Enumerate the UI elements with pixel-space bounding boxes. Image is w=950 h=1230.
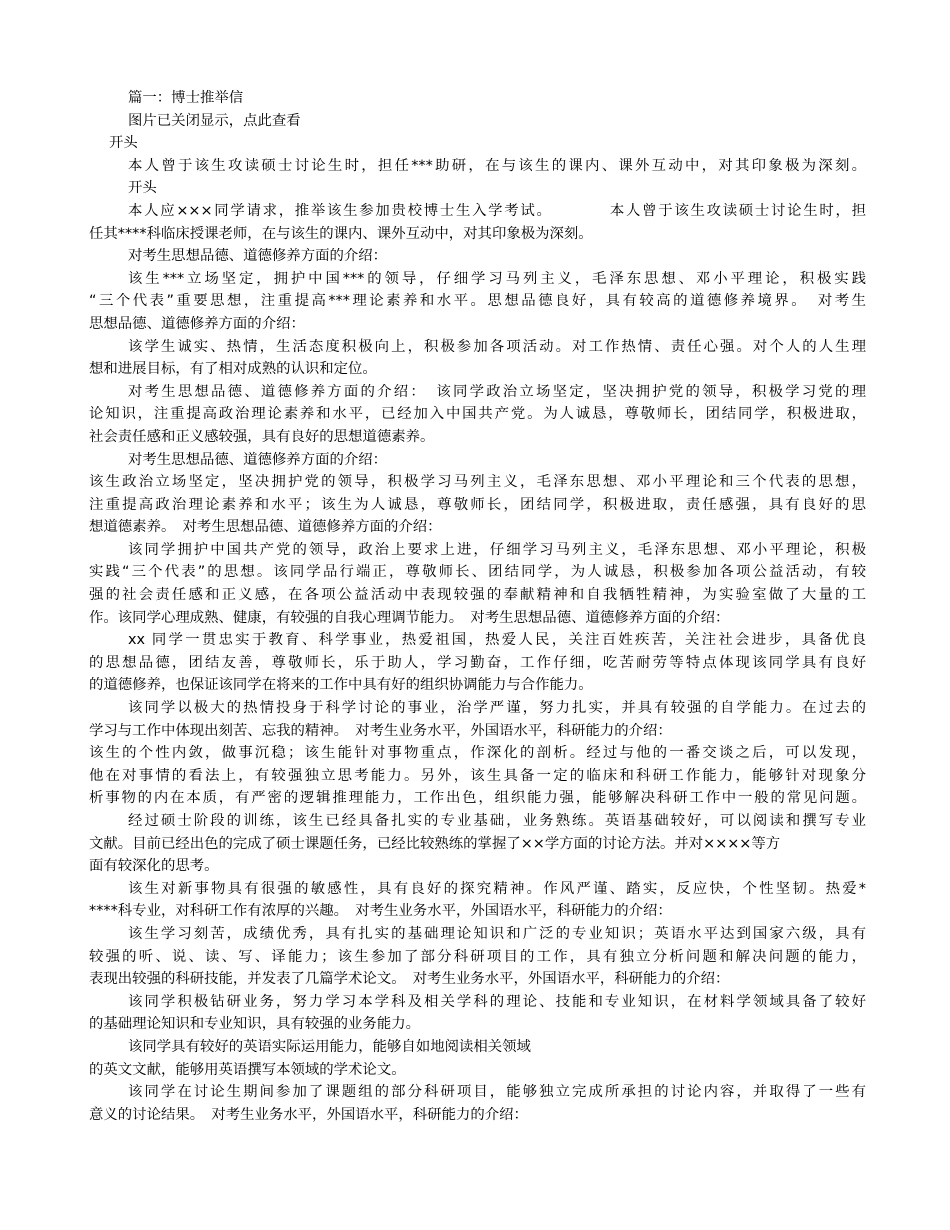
text-line: 强的社会责任感和正义感，在各项公益活动中表现较强的奉献精神和自我牺牲精神，为实验室做了大量的工 xyxy=(89,587,866,604)
text-line: 表现出较强的科研技能，并发表了几篇学术论文。 对考生业务水平，外国语水平，科研能力的介绍： xyxy=(89,971,730,988)
text-line: 本人曾于该生攻读硕士讨论生时，担任***助研，在与该生的课内、课外互动中，对其印象极为深刻。 xyxy=(128,157,866,174)
text-line: 该生学习刻苦，成绩优秀，具有扎实的基础理论知识和广泛的专业知识；英语水平达到国家六级，具有 xyxy=(128,925,866,942)
text-line: 学习与工作中体现出刻苦、忘我的精神。 对考生业务水平，外国语水平，科研能力的介绍： xyxy=(89,722,672,739)
text-line: 该生对新事物具有很强的敏感性，具有良好的探究精神。作风严谨、踏实，反应快，个性坚韧。热爱* xyxy=(128,880,866,897)
text-line: 较强的听、说、读、写、译能力；该生参加了部分科研项目的工作，具有独立分析问题和解决问题的能力， xyxy=(89,948,866,965)
text-line: 面有较深化的思考。 xyxy=(89,858,219,875)
text-line: 该同学拥护中国共产党的领导，政治上要求上进，仔细学习马列主义，毛泽东思想、邓小平理论，积极 xyxy=(128,541,866,558)
text-line: 开头 xyxy=(128,180,157,197)
text-line: 想和进展目标，有了相对成熟的认识和定位。 xyxy=(89,361,377,378)
document-body xyxy=(89,87,866,1126)
text-line: 思想品德、道德修养方面的介绍： xyxy=(89,315,305,332)
text-line: ****科专业，对科研工作有浓厚的兴趣。 对考生业务水平，外国语水平，科研能力的介绍： xyxy=(89,903,672,920)
text-line: 文献。目前已经出色的完成了硕士课题任务，已经比较熟练的掌握了××学方面的讨论方法。并对××××等方 xyxy=(89,835,781,852)
text-line: 实践“三个代表”的思想。该同学品行端正，尊敬师长、团结同学，为人诚恳，积极参加各项公益活动，有较 xyxy=(89,564,866,581)
text-line: 该同学积极钻研业务，努力学习本学科及相关学科的理论、技能和专业知识，在材料学领域具备了较好 xyxy=(128,993,866,1010)
text-line: 该生***立场坚定，拥护中国***的领导，仔细学习马列主义，毛泽东思想、邓小平理论，积极实践 xyxy=(128,270,866,287)
text-line: 的基础理论知识和专业知识，具有较强的业务能力。 xyxy=(89,1016,420,1033)
text-line: 该生政治立场坚定，坚决拥护党的领导，积极学习马列主义，毛泽东思想、邓小平理论和三个代表的思想， xyxy=(89,474,866,491)
text-line: 篇一：博士推举信 xyxy=(128,90,244,106)
text-line: 该同学以极大的热情投身于科学讨论的事业，治学严谨，努力扎实，并具有较强的自学能力。在过去的 xyxy=(128,700,866,717)
text-line: 任其****科临床授课老师，在与该生的课内、课外互动中，对其印象极为深刻。 xyxy=(89,225,593,242)
text-line: “三个代表”重要思想，注重提高***理论素养和水平。思想品德良好，具有较高的道德修养境界。 对考生 xyxy=(89,293,866,310)
text-line: 析事物的内在本质，有严密的逻辑推理能力，工作出色，组织能力强，能够解决科研工作中一般的常见问题。 xyxy=(89,790,866,807)
text-line: 的道德修养，也保证该同学在将来的工作中具有好的组织协调能力与合作能力。 xyxy=(89,677,593,694)
text-line: 该学生诚实、热情，生活态度积极向上，积极参加各项活动。对工作热情、责任心强。对个人的人生理 xyxy=(128,338,866,355)
text-line: 该同学具有较好的英语实际运用能力，能够自如地阅读相关领域 xyxy=(128,1038,531,1055)
text-line: 该同学在讨论生期间参加了课题组的部分科研项目，能够独立完成所承担的讨论内容，并取得了一些有 xyxy=(128,1084,866,1101)
text-line: xx 同学一贯忠实于教育、科学事业，热爱祖国，热爱人民，关注百姓疾苦，关注社会进步，具备优良 xyxy=(128,632,866,649)
text-line: 开头 xyxy=(109,135,138,152)
text-line: 的思想品德，团结友善，尊敬师长，乐于助人，学习勤奋，工作仔细，吃苦耐劳等特点体现该同学具有良好 xyxy=(89,654,866,671)
text-line: 论知识，注重提高政治理论素养和水平，已经加入中国共产党。为人诚恳，尊敬师长，团结同学，积极进取， xyxy=(89,406,866,423)
text-line: 意义的讨论结果。 对考生业务水平，外国语水平，科研能力的介绍： xyxy=(89,1106,528,1123)
text-line: 对考生思想品德、道德修养方面的介绍： xyxy=(128,451,388,468)
text-line: 图片已关闭显示，点此查看 xyxy=(128,112,301,129)
text-line: 作。该同学心理成熟、健康，有较强的自我心理调节能力。 对考生思想品德、道德修养方面的介绍： xyxy=(89,609,730,626)
text-line: 对考生思想品德、道德修养方面的介绍： xyxy=(128,248,388,265)
text-line: 注重提高政治理论素养和水平；该生为人诚恳，尊敬师长，团结同学，积极进取，责任感强，具有良好的思 xyxy=(89,496,866,513)
text-line: 社会责任感和正义感较强，具有良好的思想道德素养。 xyxy=(89,428,435,445)
text-line: 本人应×××同学请求，推举该生参加贵校博士生入学考试。 本人曾于该生攻读硕士讨论生时，担 xyxy=(128,202,866,219)
text-line: 经过硕士阶段的训练，该生已经具备扎实的专业基础，业务熟练。英语基础较好，可以阅读和撰写专业 xyxy=(128,813,866,829)
text-line: 想道德素养。 对考生思想品德、道德修养方面的介绍： xyxy=(89,519,442,536)
text-line: 他在对事情的看法上，有较强独立思考能力。另外，该生具备一定的临床和科研工作能力，能够针对现象分 xyxy=(89,767,866,784)
text-line: 对考生思想品德、道德修养方面的介绍： 该同学政治立场坚定，坚决拥护党的领导，积极学习党的理 xyxy=(128,383,866,400)
text-line: 的英文文献，能够用英语撰写本领域的学术论文。 xyxy=(89,1061,406,1078)
text-line: 该生的个性内敛，做事沉稳；该生能针对事物重点，作深化的剖析。经过与他的一番交谈之后，可以发现， xyxy=(89,745,866,762)
